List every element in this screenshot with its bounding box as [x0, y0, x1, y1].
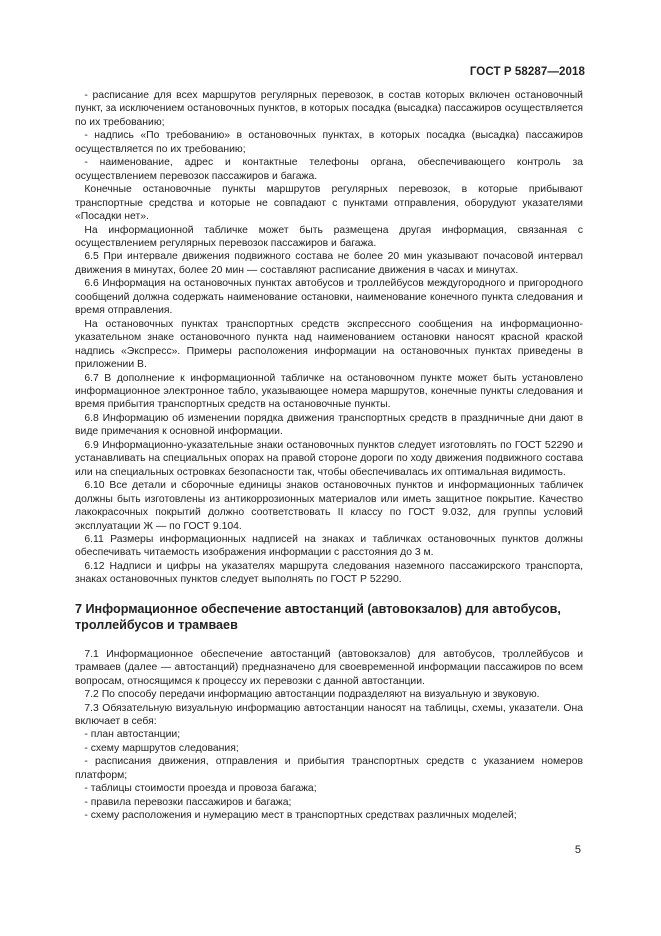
- paragraph: На информационной табличке может быть размещена другая информация, связанная с осуществлением регулярных перевозок пассажиров и багажа.: [75, 224, 583, 249]
- clause-6-5: 6.5 При интервале движения подвижного состава не более 20 мин указывают почасовой интервал движения в минутах, более 20 мин — составляют расписание движения в часах и минутах.: [75, 251, 583, 276]
- document-body: [75, 89, 583, 823]
- clause-6-7: 6.7 В дополнение к информационной табличке на остановочном пункте может быть установлено информационное электронное табло, указывающее номера маршрутов, конечные пункты следования и время прибытия транспортных средств на остановочные пункты.: [75, 372, 583, 411]
- list-item: - надпись «По требованию» в остановочных пунктах, в которых посадка (высадка) пассажиров осуществляется по их требованию;: [75, 130, 583, 155]
- paragraph: Конечные остановочные пункты маршрутов регулярных перевозок, в которые прибывают транспортные средства и которые не совпадают с пунктами отправления, оборудуют указателями «Посадки нет».: [75, 184, 583, 223]
- clause-6-10: 6.10 Все детали и сборочные единицы знаков остановочных пунктов и информационных табличек должны быть изготовлены из антикоррозионных материалов или иметь защитное покрытие. Качество лакокрасочных покрытий должно соответствовать II классу по ГОСТ 9.032, для группы условий эксплуатации Ж — по ГОСТ 9.104.: [75, 480, 583, 532]
- clause-7-3: 7.3 Обязательную визуальную информацию автостанции наносят на таблицы, схемы, указатели. Она включает в себя:: [75, 702, 583, 728]
- list-item: - схему маршрутов следования;: [84, 742, 239, 754]
- list-item: - план автостанции;: [84, 729, 181, 741]
- section-7-heading: 7 Информационное обеспечение автостанций (автовокзалов) для автобусов, троллейбусов и трамваев: [75, 601, 561, 632]
- list-item: - расписание для всех маршрутов регулярных перевозок, в состав которых включен остановочный пункт, за исключением остановочных пунктов, в которых посадка (высадка) пассажиров осуществляется по их требованию;: [75, 90, 583, 128]
- clause-6-9: 6.9 Информационно-указательные знаки остановочных пунктов следует изготовлять по ГОСТ 52290 и устанавливать на специальных опорах на правой стороне дороги по ходу движения подвижного состава или на специальных островках безопасности так, чтобы обеспечивалась их оптимальная видимость.: [75, 439, 583, 478]
- list-item: - таблицы стоимости проезда и провоза багажа;: [84, 783, 317, 795]
- clause-7-2: 7.2 По способу передачи информацию автостанции подразделяют на визуальную и звуковую.: [84, 689, 540, 701]
- list-item: - расписания движения, отправления и прибытия транспортных средств с указанием номеров платформ;: [75, 756, 583, 781]
- clause-6-8: 6.8 Информацию об изменении порядка движения транспортных средств в праздничные дни дают в виде примечания к основной информации.: [75, 412, 583, 438]
- clause-7-1: 7.1 Информационное обеспечение автостанций (автовокзалов) для автобусов, троллейбусов и трамваев (далее — автостанций) предназначено для своевременной информации пассажиров по всем вопросам, относящимся к процессу их перевозки с данной автостанции.: [75, 648, 583, 687]
- clause-6-6: 6.6 Информация на остановочных пунктах автобусов и троллейбусов междугородного и пригородного сообщений должна содержать наименование остановки, наименование конечного пункта следования и время отправления.: [75, 278, 583, 317]
- document-standard-id: ГОСТ Р 58287—2018: [469, 66, 585, 78]
- paragraph: На остановочных пунктах транспортных средств экспрессного сообщения на информационно-указательном знаке остановочного пункта над наименованием остановки наносят красной краской надпись «Экспресс». Примеры расположения информации на остановочных пунктах приведены в приложении В.: [75, 318, 583, 371]
- list-item: - правила перевозки пассажиров и багажа;: [84, 796, 292, 808]
- clause-6-12: 6.12 Надписи и цифры на указателях маршрута следования наземного пассажирского транспорта, знаках остановочных пунктов следует выполнять по ГОСТ Р 52290.: [75, 560, 583, 586]
- list-item: - схему расположения и нумерацию мест в транспортных средствах различных моделей;: [84, 810, 517, 822]
- clause-6-11: 6.11 Размеры информационных надписей на знаках и табличках остановочных пунктов должны обеспечивать читаемость изображения информации с расстояния до 3 м.: [75, 533, 583, 559]
- page-number: 5: [574, 844, 581, 856]
- list-item: - наименование, адрес и контактные телефоны органа, обеспечивающего контроль за осуществлением перевозок пассажиров и багажа.: [75, 157, 583, 182]
